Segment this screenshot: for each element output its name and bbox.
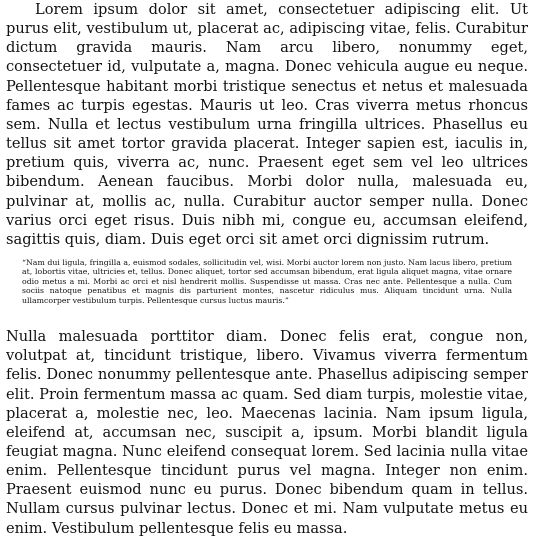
block-quote: “Nam dui ligula, fringilla a, euismod sodales, sollicitudin vel, wisi. Morbi auctor lorem non justo. Nam lacus libero, pretium at, lobortis vitae, ultricies et, tellus. Donec aliquet, tortor sed accumsan bibendum, erat ligula aliquet magna, vitae ornare odio metus a mi. Morbi ac orci et nisl hendrerit mollis. Suspendisse ut massa. Cras nec ante. Pellentesque a nulla. Cum sociis natoque penatibus et magnis dis parturient montes, nascetur ridiculus mus. Aliquam tincidunt urna. Nulla ullamcorper vestibulum turpis. Pellentesque cursus luctus mauris.” <box>22 258 512 305</box>
body-paragraph-1: Lorem ipsum dolor sit amet, consectetuer adipiscing elit. Ut purus elit, vestibulum ut, placerat ac, adipiscing vitae, felis. Curabitur dictum gravida mauris. Nam arcu libero, nonummy eget, consectetuer id, vulputate a, magna. Donec vehicula augue eu neque. Pellentesque habitant morbi tristique senectus et netus et malesuada fames ac turpis egestas. Mauris ut leo. Cras viverra metus rhoncus sem. Nulla et lectus vestibulum urna fringilla ultrices. Phasellus eu tellus sit amet tortor gravida placerat. Integer sapien est, iaculis in, pretium quis, viverra ac, nunc. Praesent eget sem vel leo ultrices bibendum. Aenean faucibus. Morbi dolor nulla, malesuada eu, pulvinar at, mollis ac, nulla. Curabitur auctor semper nulla. Donec varius orci eget risus. Duis nibh mi, congue eu, accumsan eleifend, sagittis quis, diam. Duis eget orci sit amet orci dignissim rutrum. <box>6 1 528 248</box>
document-page <box>6 0 528 538</box>
body-paragraph-2: Nulla malesuada porttitor diam. Donec felis erat, congue non, volutpat at, tincidunt tristique, libero. Vivamus viverra fermentum felis. Donec nonummy pellentesque ante. Phasellus adipiscing semper elit. Proin fermentum massa ac quam. Sed diam turpis, molestie vitae, placerat a, molestie nec, leo. Maecenas lacinia. Nam ipsum ligula, eleifend at, accumsan nec, suscipit a, ipsum. Morbi blandit ligula feugiat magna. Nunc eleifend consequat lorem. Sed lacinia nulla vitae enim. Pellentesque tincidunt purus vel magna. Integer non enim. Praesent euismod nunc eu purus. Donec bibendum quam in tellus. Nullam cursus pulvinar lectus. Donec et mi. Nam vulputate metus eu enim. Vestibulum pellentesque felis eu massa. <box>6 328 528 537</box>
